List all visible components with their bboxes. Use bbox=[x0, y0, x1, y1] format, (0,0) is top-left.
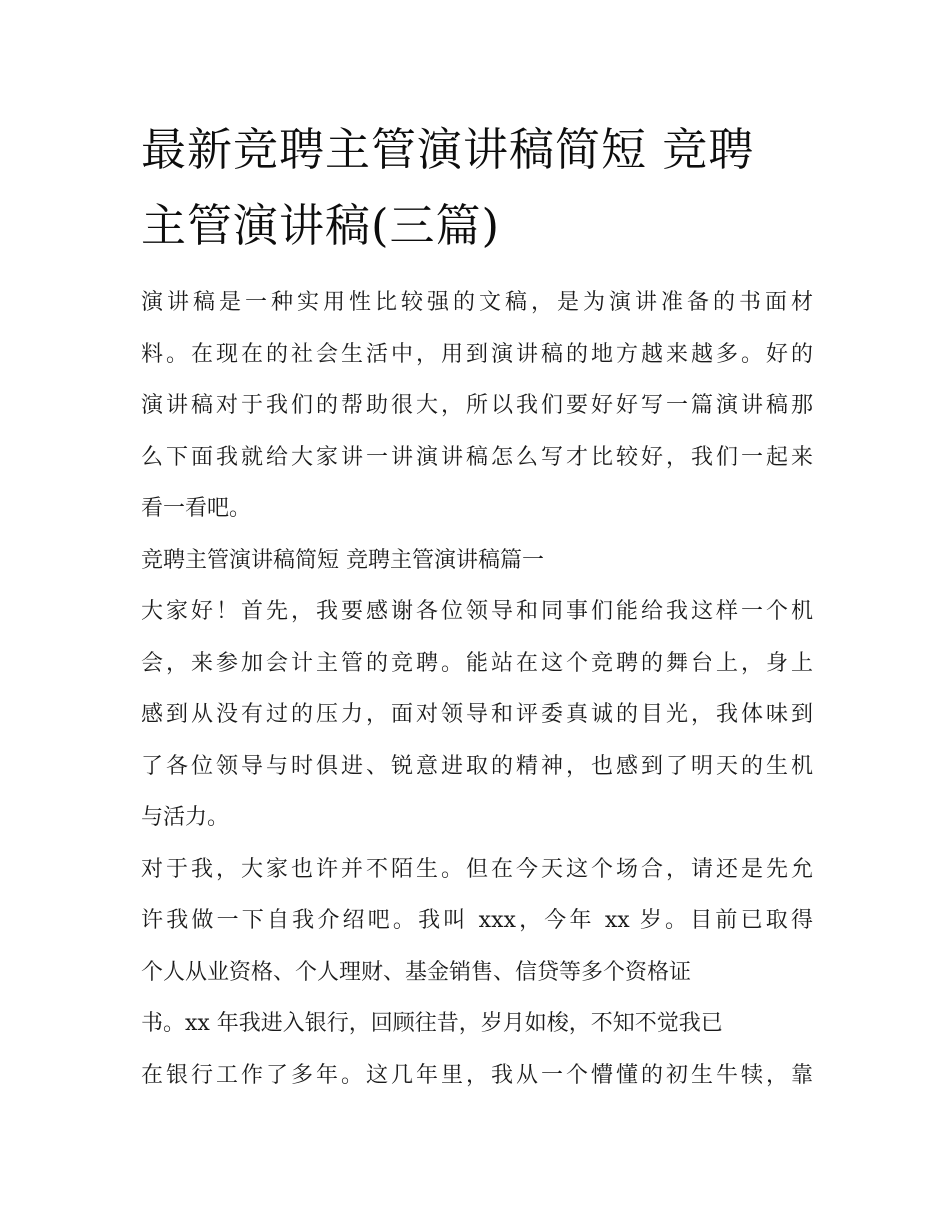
speech-paragraph-line: 与活力。 bbox=[141, 805, 230, 830]
intro-paragraph-line: 演讲稿对于我们的帮助很大，所以我们要好好写一篇演讲稿那 bbox=[141, 393, 813, 418]
title-line: 最新竞聘主管演讲稿简短 竞聘 bbox=[141, 123, 755, 176]
document-body bbox=[141, 277, 813, 1101]
speech-paragraph-line: 会，来参加会计主管的竞聘。能站在这个竞聘的舞台上，身上 bbox=[141, 650, 813, 676]
speech-paragraph-line: 书。xx 年我进入银行，回顾往昔，岁月如梭，不知不觉我已 bbox=[141, 1011, 723, 1036]
speech-paragraph-line: 了各位领导与时俱进、锐意进取的精神，也感到了明天的生机 bbox=[141, 753, 813, 779]
title-line: 主管演讲稿(三篇) bbox=[141, 199, 501, 252]
intro-paragraph-line: 看一看吧。 bbox=[141, 496, 252, 521]
document-title bbox=[141, 112, 813, 264]
speech-paragraph-line: 大家好！首先，我要感谢各位领导和同事们能给我这样一个机 bbox=[141, 599, 813, 624]
speech-paragraph-line: 个人从业资格、个人理财、基金销售、信贷等多个资格证 bbox=[141, 959, 692, 985]
section-heading: 竞聘主管演讲稿简短 竞聘主管演讲稿篇一 bbox=[141, 547, 544, 573]
speech-paragraph-line: 许我做一下自我介绍吧。我叫 xxx，今年 xx 岁。目前已取得 bbox=[141, 908, 813, 933]
document-content bbox=[141, 112, 813, 1101]
intro-paragraph-line: 演讲稿是一种实用性比较强的文稿，是为演讲准备的书面材 bbox=[141, 290, 813, 315]
speech-paragraph-line: 对于我，大家也许并不陌生。但在今天这个场合，请还是先允 bbox=[141, 856, 813, 882]
intro-paragraph-line: 料。在现在的社会生活中，用到演讲稿的地方越来越多。好的 bbox=[141, 341, 813, 367]
speech-paragraph-line: 在银行工作了多年。这几年里，我从一个懵懂的初生牛犊，靠 bbox=[141, 1062, 813, 1088]
speech-paragraph-line: 感到从没有过的压力，面对领导和评委真诚的目光，我体味到 bbox=[141, 702, 813, 727]
intro-paragraph-line: 么下面我就给大家讲一讲演讲稿怎么写才比较好，我们一起来 bbox=[141, 444, 813, 470]
